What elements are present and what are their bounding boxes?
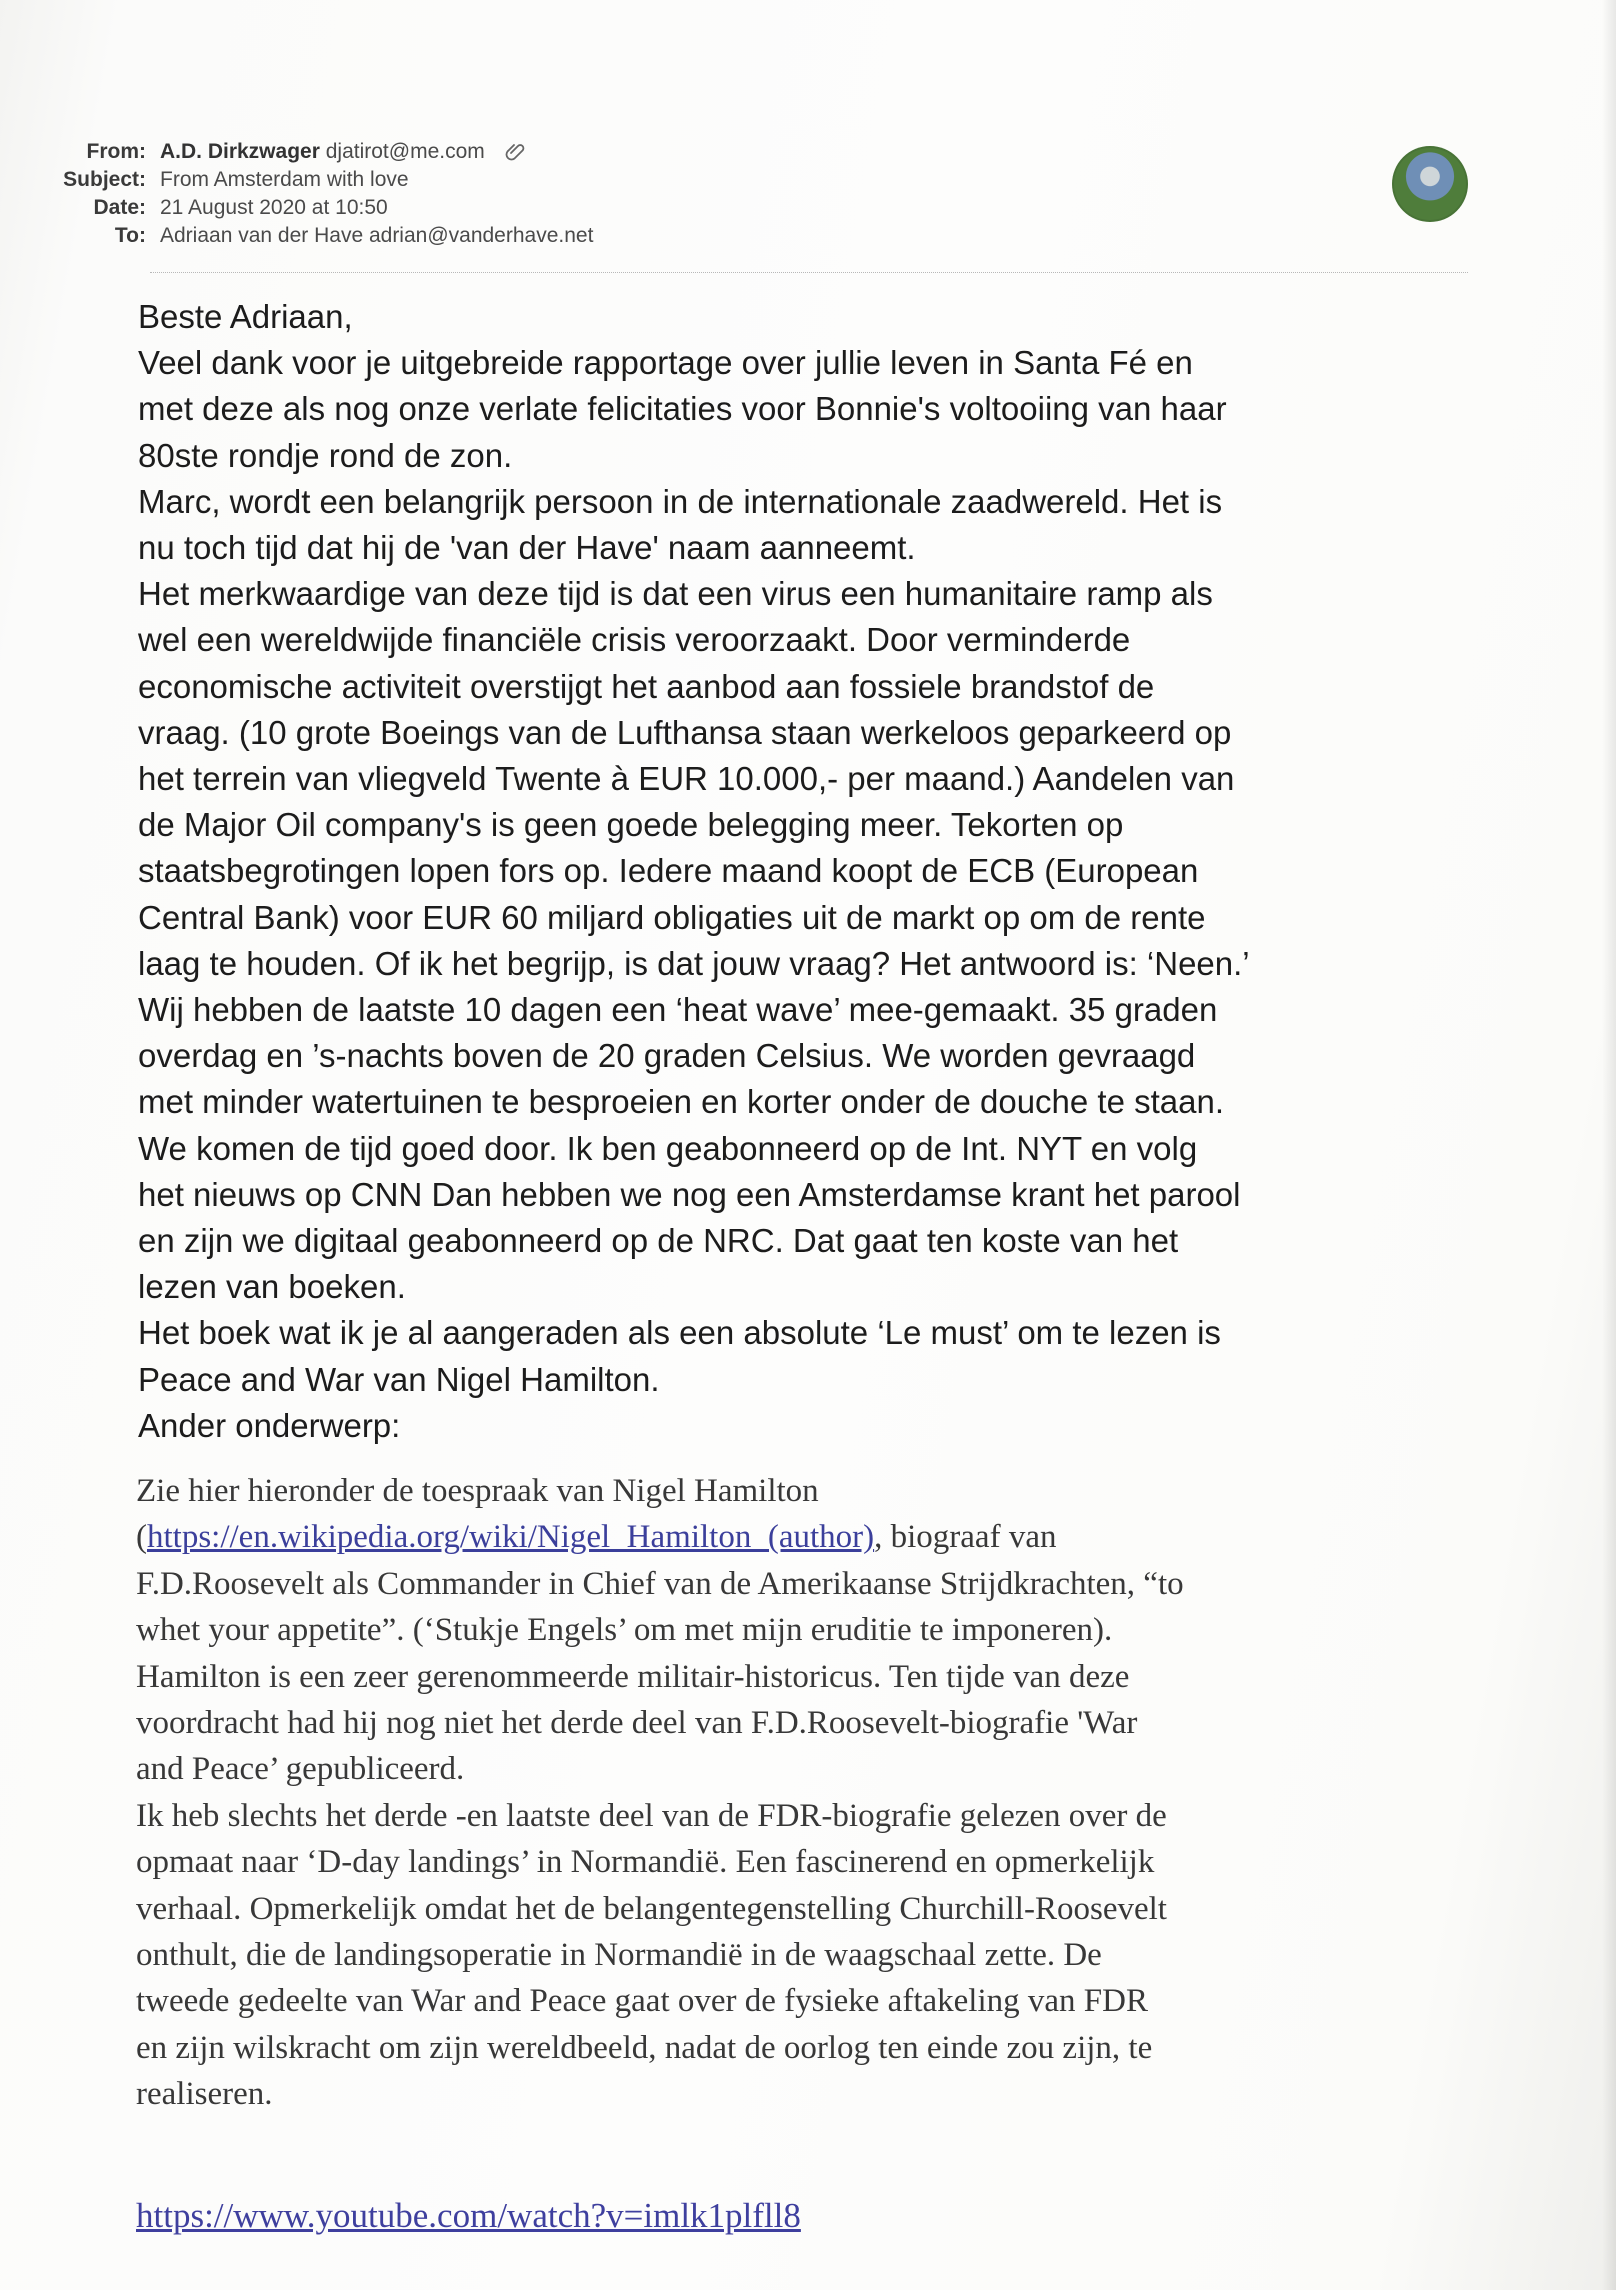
body-line: Het boek wat ik je al aangeraden als een absolute ‘Le must’ om te lezen is [138, 1314, 1221, 1352]
body-line: nu toch tijd dat hij de 'van der Have' naam aanneemt. [138, 529, 916, 567]
paperclip-icon [505, 140, 527, 162]
serif-line: F.D.Roosevelt als Commander in Chief van de Amerikaanse Strijdkrachten, “to [136, 1565, 1184, 1602]
serif-line-rest: , biograaf van [874, 1519, 1057, 1556]
body-line: 80ste rondje rond de zon. [138, 436, 513, 474]
body-line: de Major Oil company's is geen goede belegging meer. Tekorten op [138, 806, 1124, 844]
body-line: het terrein van vliegveld Twente à EUR 10.000,- per maand.) Aandelen van [138, 760, 1235, 798]
wikipedia-link[interactable]: https://en.wikipedia.org/wiki/Nigel_Hamilton_(author) [147, 1519, 875, 1556]
from-name: A.D. Dirkzwager [160, 140, 320, 163]
serif-line-with-link [136, 1514, 1496, 1560]
from-value [160, 140, 527, 164]
from-row [0, 140, 593, 168]
body-line: Het merkwaardige van deze tijd is dat een virus een humanitaire ramp als [138, 575, 1213, 613]
body-line: met deze als nog onze verlate felicitaties voor Bonnie's voltooiing van haar [138, 390, 1227, 428]
date-row [0, 196, 593, 224]
body-line: met minder watertuinen te besproeien en korter onder de douche te staan. [138, 1083, 1225, 1121]
serif-line: opmaat naar ‘D-day landings’ in Normandië. Een fascinerend en opmerkelijk [136, 1844, 1155, 1881]
body-line: en zijn we digitaal geabonneerd op de NRC. Dat gaat ten koste van het [138, 1222, 1179, 1260]
paren-open: ( [136, 1519, 147, 1556]
date-label: Date: [93, 196, 146, 219]
body-line: Beste Adriaan, [138, 298, 353, 335]
youtube-link[interactable]: https://www.youtube.com/watch?v=imlk1plfll8 [136, 2196, 801, 2235]
to-label: To: [114, 224, 146, 247]
body-line: Veel dank voor je uitgebreide rapportage over jullie leven in Santa Fé en [138, 344, 1193, 382]
body-line: Wij hebben de laatste 10 dagen een ‘heat wave’ mee-gemaakt. 35 graden [138, 991, 1218, 1029]
body-line: laag te houden. Of ik het begrijp, is dat jouw vraag? Het antwoord is: ‘Neen.’ [138, 944, 1250, 982]
subject-label: Subject: [63, 168, 146, 191]
body-line: het nieuws op CNN Dan hebben we nog een Amsterdamse krant het parool [138, 1175, 1241, 1213]
date-value: 21 August 2020 at 10:50 [160, 196, 388, 219]
body-line: vraag. (10 grote Boeings van de Lufthansa staan werkeloos geparkeerd op [138, 713, 1232, 751]
serif-line: Zie hier hieronder de toespraak van Nigel Hamilton [136, 1473, 819, 1509]
to-row [0, 224, 593, 252]
serif-line: Ik heb slechts het derde -en laatste deel van de FDR-biografie gelezen over de [136, 1797, 1167, 1834]
serif-line: tweede gedeelte van War and Peace gaat over de fysieke aftakeling van FDR [136, 1983, 1148, 2020]
body-line: Ander onderwerp: [138, 1406, 401, 1444]
body-line: wel een wereldwijde financiële crisis veroorzaakt. Door verminderde [138, 621, 1131, 659]
body-line: Central Bank) voor EUR 60 miljard obligaties uit de markt op om de rente [138, 898, 1206, 936]
serif-line: verhaal. Opmerkelijk omdat het de belangentegenstelling Churchill-Roosevelt [136, 1890, 1167, 1927]
serif-line: onthult, die de landingsoperatie in Normandië in de waagschaal zette. De [136, 1937, 1102, 1974]
body-line: staatsbegrotingen lopen fors op. Iedere maand koopt de ECB (European [138, 852, 1199, 890]
to-value: Adriaan van der Have adrian@vanderhave.net [160, 224, 594, 247]
email-header [0, 140, 593, 252]
serif-line: realiseren. [136, 2076, 273, 2113]
serif-line: and Peace’ gepubliceerd. [136, 1751, 465, 1788]
email-body-sans [138, 294, 1478, 1449]
from-email: djatirot@me.com [325, 140, 485, 163]
subject-row [0, 168, 593, 196]
header-divider [150, 272, 1468, 273]
from-label: From: [86, 140, 146, 163]
body-line: Marc, wordt een belangrijk persoon in de internationale zaadwereld. Het is [138, 482, 1223, 520]
serif-line: voordracht had hij nog niet het derde deel van F.D.Roosevelt-biografie 'War [136, 1705, 1138, 1742]
body-line: We komen de tijd goed door. Ik ben geabonneerd op de Int. NYT en volg [138, 1129, 1198, 1167]
serif-line: Hamilton is een zeer gerenommeerde militair-historicus. Ten tijde van deze [136, 1658, 1130, 1695]
body-line: overdag en ’s-nachts boven de 20 graden Celsius. We worden gevraagd [138, 1037, 1196, 1075]
subject-value: From Amsterdam with love [160, 168, 409, 191]
sender-avatar [1392, 146, 1468, 222]
body-line: Peace and War van Nigel Hamilton. [138, 1360, 660, 1398]
body-line: lezen van boeken. [138, 1268, 406, 1306]
serif-line: en zijn wilskracht om zijn wereldbeeld, nadat de oorlog ten einde zou zijn, te [136, 2029, 1153, 2066]
email-body-serif [136, 1468, 1496, 2118]
serif-line: whet your appetite”. (‘Stukje Engels’ om met mijn eruditie te imponeren). [136, 1612, 1113, 1649]
body-line: economische activiteit overstijgt het aanbod aan fossiele brandstof de [138, 667, 1155, 705]
